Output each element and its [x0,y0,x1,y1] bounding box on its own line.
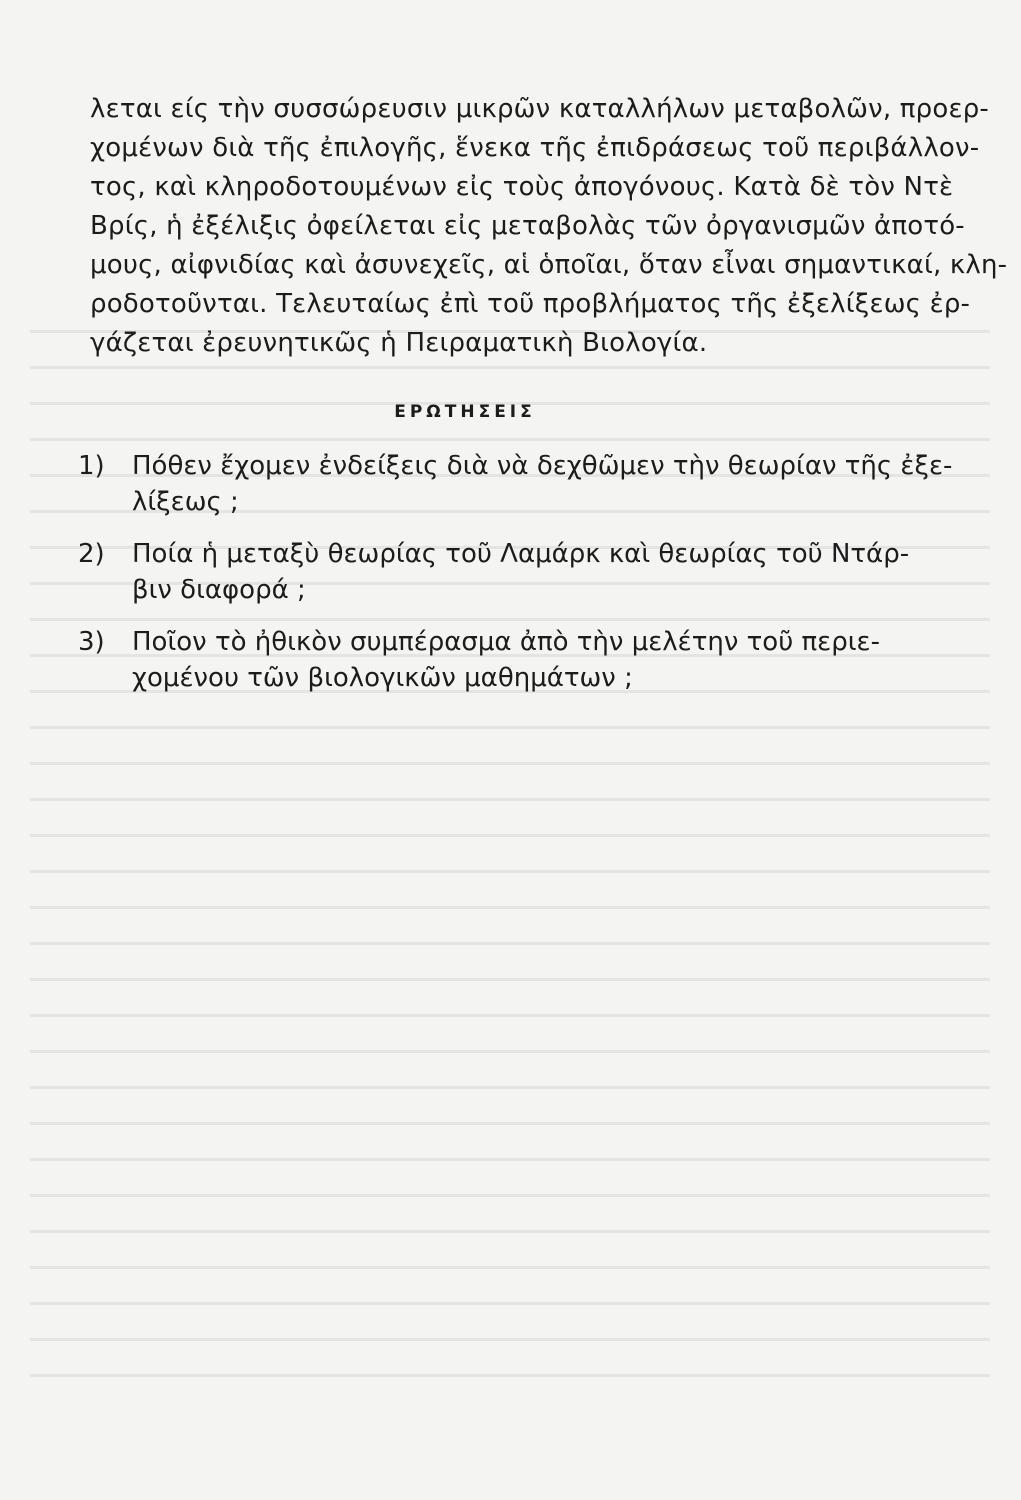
question-line: βιν διαφορά ; [132,575,306,605]
question-item [78,536,928,608]
paragraph-line: τος, καὶ κληροδοτουμένων εἰς τοὺς ἀπογόνους. Κατὰ δὲ τὸν Ντὲ [90,172,954,202]
questions-heading: ΕΡΩΤΗΣΕΙΣ [394,402,536,422]
question-item [78,624,928,696]
question-line: Πόθεν ἔχομεν ἐνδείξεις διὰ νὰ δεχθῶμεν τὴν θεωρίαν τῆς ἐξε- [132,451,953,481]
question-number: 3) [78,627,105,657]
paragraph-line: χομένων διὰ τῆς ἐπιλογῆς, ἕνεκα τῆς ἐπιδράσεως τοῦ περιβάλλον- [90,133,980,163]
paragraph-line: λεται είς τὴν συσσώρευσιν μικρῶν καταλλήλων μεταβολῶν, προερ- [90,94,989,124]
paragraph-line: Βρίς, ἡ ἐξέλιξις ὀφείλεται εἰς μεταβολὰς τῶν ὀργανισμῶν ἀποτό- [90,211,965,241]
body-paragraph [90,90,1008,363]
question-number: 2) [78,539,105,569]
question-line: χομένου τῶν βιολογικῶν μαθημάτων ; [132,663,633,693]
question-line: Ποία ἡ μεταξὺ θεωρίας τοῦ Λαμάρκ καὶ θεωρίας τοῦ Ντάρ- [132,539,910,569]
paragraph-line: ροδοτοῦνται. Τελευταίως ἐπὶ τοῦ προβλήματος τῆς ἐξελίξεως ἐρ- [90,289,971,319]
question-line: Ποῖον τὸ ἠθικὸν συμπέρασμα ἀπὸ τὴν μελέτην τοῦ περιε- [132,627,880,657]
question-number: 1) [78,451,105,481]
paragraph-line: γάζεται ἐρευνητικῶς ἡ Πειραματικὴ Βιολογία. [90,328,708,358]
question-line: λίξεως ; [132,487,239,517]
question-item [78,448,953,520]
questions-list [78,448,953,712]
paragraph-line: μους, αἰφνιδίας καὶ ἀσυνεχεῖς, αἱ ὁποῖαι, ὅταν εἶναι σημαντικαί, κλη- [90,250,1008,280]
